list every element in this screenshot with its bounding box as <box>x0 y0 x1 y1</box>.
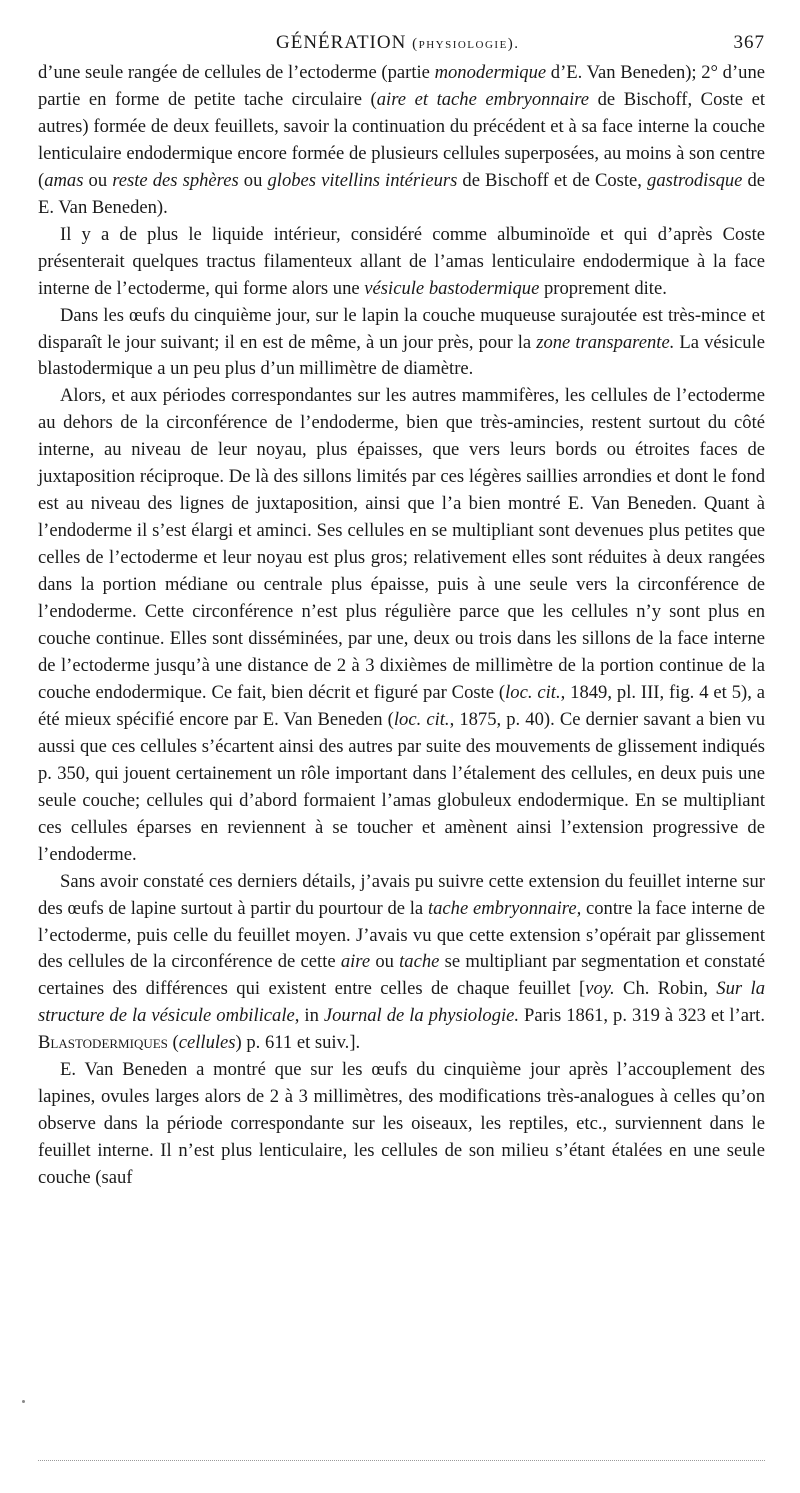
paragraph-1: d’une seule rangée de cellules de l’ectoderme (partie monodermique d’E. Van Beneden); 2° d’une partie en forme de petite tache circulaire (aire et tache embryonnaire de Bischoff, Coste et autres) formée de deux feuillets, savoir la continuation du précédent et à sa face interne la couche lenticulaire endodermique encore formée de plusieurs cellules superposées, au moins à son centre (amas ou reste des sphères ou globes vitellins intérieurs de Bischoff et de Coste, gastrodisque de E. Van Beneden). <box>38 62 766 218</box>
paragraph-4: Alors, et aux périodes correspondantes sur les autres mammifères, les cellules de l’ectoderme au dehors de la circonférence de l’endoderme, bien que très-amincies, restent surtout du côté interne, au niveau de leur noyau, plus épaisses, que vers leurs bords ou étroites faces de juxtaposition réciproque. De là des sillons limités par ces légères saillies arrondies et dont le fond est au niveau des lignes de juxtaposition, ainsi que l’a bien montré E. Van Beneden. Quant à l’endoderme il s’est élargi et aminci. Ses cellules en se multipliant sont devenues plus petites que celles de l’ectoderme et leur noyau est plus gros; relativement elles sont réduites à deux rangées dans la portion médiane ou centrale plus épaisse, puis à une seule vers la circonférence de l’endoderme. Cette circonférence n’est plus régulière parce que les cellules n’y sont plus en couche continue. Elles sont disséminées, par une, deux ou trois dans les sillons de la face interne de l’ectoderme jusqu’à une distance de 2 à 3 dixièmes de millimètre de la portion continue de la couche endodermique. Ce fait, bien décrit et figuré par Coste (loc. cit., 1849, pl. III, fig. 4 et 5), a été mieux spécifié encore par E. Van Beneden (loc. cit., 1875, p. 40). Ce dernier savant a bien vu aussi que ces cellules s’écartent ainsi des autres par suite des mouvements de glissement indiqués p. 350, qui jouent certainement un rôle important dans l’étalement des cellules, en deux puis une seule couche; cellules qui d’abord formaient l’amas globuleux endodermique. En se multipliant ces cellules éparses en reviennent à se toucher et amènent ainsi l’extension progressive de l’endoderme. <box>38 385 766 865</box>
body-text <box>38 60 765 1192</box>
running-subtitle: (physiologie). <box>412 36 520 52</box>
margin-speck <box>22 1400 25 1403</box>
page <box>38 28 765 1192</box>
running-header <box>38 28 765 60</box>
bottom-dotted-rule <box>38 1460 765 1461</box>
paragraph-3: Dans les œufs du cinquième jour, sur le lapin la couche muqueuse surajoutée est très-mince et disparaît le jour suivant; il en est de même, à un jour près, pour la zone transparente. La vésicule blastodermique a un peu plus d’un millimètre de diamètre. <box>38 304 766 380</box>
paragraph-6: E. Van Beneden a montré que sur les œufs du cinquième jour après l’accouplement des lapines, ovules larges alors de 2 à 3 millimètres, des modifications très-analogues à celles qu’on observe dans la période correspondante sur les oiseaux, les reptiles, etc., surviennent dans le feuillet interne. Il n’est plus lenticulaire, les cellules de son milieu s’étant étalées en une seule couche (sauf <box>38 1059 765 1189</box>
paragraph-5: Sans avoir constaté ces derniers détails, j’avais pu suivre cette extension du feuillet interne sur des œufs de lapine surtout à partir du pourtour de la tache embryonnaire, contre la face interne de l’ectoderme, puis celle du feuillet moyen. J’avais vu que cette extension s’opérait par glissement des cellules de la circonférence de cette aire ou tache se multipliant par segmentation et constaté certaines des différences qui existent entre celles de chaque feuillet [voy. Ch. Robin, Sur la structure de la vésicule ombilicale, in Journal de la physiologie. Paris 1861, p. 319 à 323 et l’art. Blastodermiques (cellules) p. 611 et suiv.]. <box>38 870 766 1054</box>
paragraph-2: Il y a de plus le liquide intérieur, considéré comme albuminoïde et qui d’après Coste présenterait quelques tractus filamenteux allant de l’amas lenticulaire endodermique à la face interne de l’ectoderme, qui forme alors une vésicule bastodermique proprement dite. <box>38 223 765 299</box>
running-title: GÉNÉRATION (physiologie). <box>276 32 520 53</box>
page-number: 367 <box>733 32 765 53</box>
